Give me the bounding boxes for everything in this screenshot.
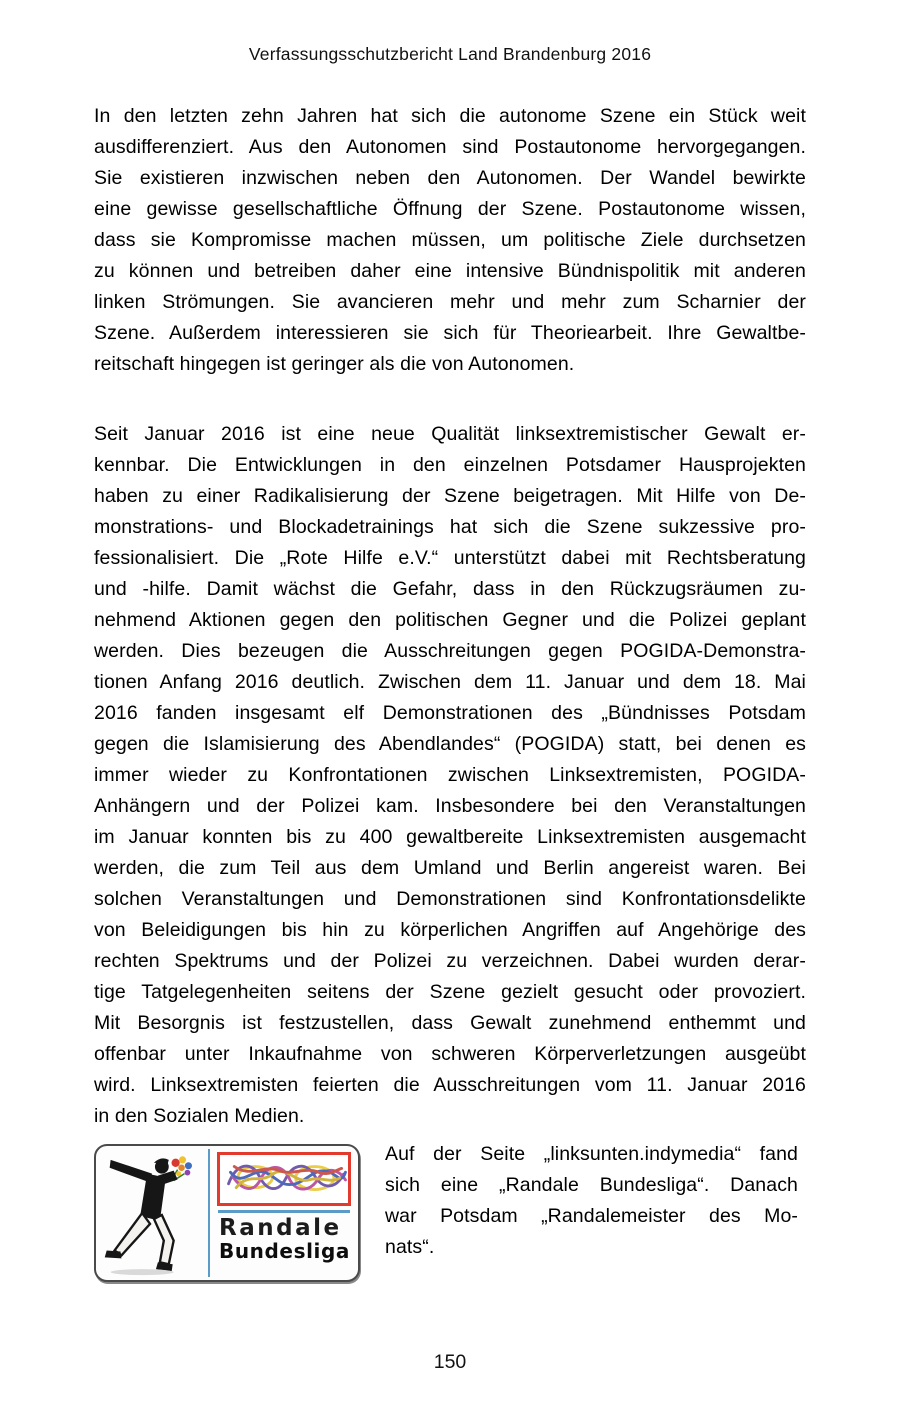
flower-thrower-svg bbox=[98, 1150, 206, 1280]
text-line: offenbar unter Inkaufnahme von schweren Körperverletzungen ausgeübt bbox=[94, 1043, 806, 1065]
randale-bundesliga-figure bbox=[94, 1144, 360, 1282]
text-line: rechten Spektrums und der Polizei zu verzeichnen. Dabei wurden derar- bbox=[94, 950, 806, 972]
text-line: Szene. Außerdem interessieren sie sich für Theoriearbeit. Ihre Gewaltbe- bbox=[94, 322, 806, 344]
text-line: wird. Linksextremisten feierten die Ausschreitungen vom 11. Januar 2016 bbox=[94, 1074, 806, 1096]
text-line: gegen die Islamisierung des Abendlandes“ (POGIDA) statt, bei denen es bbox=[94, 733, 806, 755]
text-line: in den Sozialen Medien. bbox=[94, 1105, 305, 1127]
text-line: 2016 fanden insgesamt elf Demonstrationen des „Bündnisses Potsdam bbox=[94, 702, 806, 724]
text-line: werden, die zum Teil aus dem Umland und Berlin angereist waren. Bei bbox=[94, 857, 806, 879]
text-line: Sie existieren inzwischen neben den Autonomen. Der Wandel bewirkte bbox=[94, 167, 806, 189]
text-line: reitschaft hingegen ist geringer als die von Autonomen. bbox=[94, 353, 575, 375]
text-line: kennbar. Die Entwicklungen in den einzelnen Potsdamer Hausprojekten bbox=[94, 454, 806, 476]
text-line: im Januar konnten bis zu 400 gewaltbereite Linksextremisten ausgemacht bbox=[94, 826, 806, 848]
text-line: werden. Dies bezeugen die Ausschreitungen gegen POGIDA-Demonstra- bbox=[94, 640, 806, 662]
text-line: immer wieder zu Konfrontationen zwischen Linksextremisten, POGIDA- bbox=[94, 764, 806, 786]
page-number: 150 bbox=[433, 1351, 467, 1373]
bundesliga-label: Bundesliga bbox=[219, 1239, 351, 1264]
body-text bbox=[94, 101, 806, 1282]
text-line: sich eine „Randale Bundesliga“. Danach bbox=[385, 1174, 798, 1196]
scribble-art-svg bbox=[220, 1155, 351, 1201]
flower-thrower-icon bbox=[96, 1146, 208, 1280]
text-line: nehmend Aktionen gegen den politischen Gegner und die Polizei geplant bbox=[94, 609, 806, 631]
text-line: monstrations- und Blockadetrainings hat sich die Szene sukzessive pro- bbox=[94, 516, 806, 538]
logo-text-panel bbox=[210, 1146, 358, 1280]
text-line: dass sie Kompromisse machen müssen, um politische Ziele durchsetzen bbox=[94, 229, 806, 251]
text-line: linken Strömungen. Sie avancieren mehr und mehr zum Scharnier der bbox=[94, 291, 806, 313]
text-line: und -hilfe. Damit wächst die Gefahr, dass in den Rückzugsräumen zu- bbox=[94, 578, 806, 600]
running-header: Verfassungsschutzbericht Land Brandenburg 2016 bbox=[248, 44, 652, 64]
text-line: fessionalisiert. Die „Rote Hilfe e.V.“ unterstützt dabei mit Rechtsberatung bbox=[94, 547, 806, 569]
text-line: haben zu einer Radikalisierung der Szene beigetragen. Mit Hilfe von De- bbox=[94, 485, 806, 507]
figure-row bbox=[94, 1144, 806, 1282]
text-line: war Potsdam „Randalemeister des Mo- bbox=[385, 1205, 798, 1227]
text-line: In den letzten zehn Jahren hat sich die autonome Szene ein Stück weit bbox=[94, 105, 806, 127]
text-line: eine gewisse gesellschaftliche Öffnung der Szene. Postautonome wissen, bbox=[94, 198, 806, 220]
randale-label: Randale bbox=[219, 1215, 342, 1241]
logo-underline bbox=[218, 1210, 350, 1213]
text-line: tige Tatgelegenheiten seitens der Szene gezielt gesucht oder provoziert. bbox=[94, 981, 806, 1003]
text-line: tionen Anfang 2016 deutlich. Zwischen dem 11. Januar und dem 18. Mai bbox=[94, 671, 806, 693]
paragraph-neue-qualitaet-gewalt bbox=[94, 419, 806, 1132]
text-line: Mit Besorgnis ist festzustellen, dass Gewalt zunehmend enthemmt und bbox=[94, 1012, 806, 1034]
text-line: nats“. bbox=[385, 1236, 435, 1258]
paragraph-autonome-szene bbox=[94, 101, 806, 380]
text-line: Auf der Seite „linksunten.indymedia“ fand bbox=[385, 1143, 798, 1165]
text-line: Seit Januar 2016 ist eine neue Qualität linksextremistischer Gewalt er- bbox=[94, 423, 806, 445]
paragraph-randale-bundesliga bbox=[385, 1139, 798, 1263]
text-line: ausdifferenziert. Aus den Autonomen sind Postautonome hervorgegangen. bbox=[94, 136, 806, 158]
text-line: Anhängern und der Polizei kam. Insbesondere bei den Veranstaltungen bbox=[94, 795, 806, 817]
text-line: zu können und betreiben daher eine intensive Bündnispolitik mit anderen bbox=[94, 260, 806, 282]
text-line: von Beleidigungen bis hin zu körperlichen Angriffen auf Angehörige des bbox=[94, 919, 806, 941]
text-line: solchen Veranstaltungen und Demonstrationen sind Konfrontationsdelikte bbox=[94, 888, 806, 910]
scribble-art-icon bbox=[217, 1152, 351, 1206]
paragraph-spacer bbox=[94, 380, 806, 419]
